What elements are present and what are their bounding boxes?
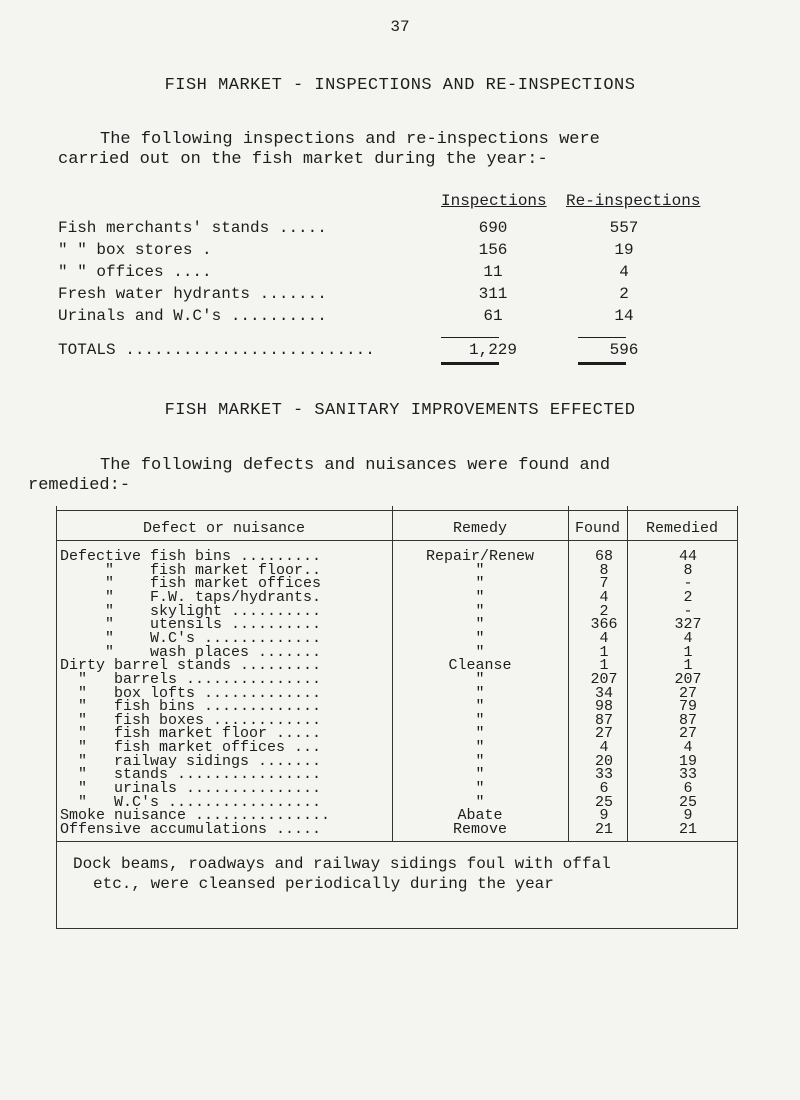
remedy-cell: " [475, 698, 485, 716]
found-cell: 4 [599, 739, 609, 757]
inspections-intro-line-1: The following inspections and re-inspections were [100, 130, 600, 149]
totals-double-rule-reinspections [578, 362, 626, 365]
inspection-row-label: " " box stores . [58, 241, 212, 259]
remedy-cell: Abate [457, 807, 503, 825]
defect-cell: " fish market floor.. [60, 561, 322, 579]
header-remedied: Remedied [645, 520, 718, 537]
defect-cell: " box lofts ............. [60, 684, 322, 702]
remedy-cell: " [475, 725, 485, 743]
found-cell: 207 [590, 670, 618, 688]
remedy-cell: " [475, 575, 485, 593]
remedied-cell: - [683, 575, 693, 593]
defect-cell: Defective fish bins ......... [60, 548, 322, 565]
defect-cell: " wash places ....... [60, 643, 322, 661]
remedied-cell: 27 [678, 684, 697, 702]
remedied-cell: 327 [674, 616, 702, 634]
defect-cell: " W.C's ................. [60, 793, 322, 811]
found-cell: 34 [594, 684, 613, 702]
remedy-cell: Repair/Renew [425, 548, 535, 565]
defect-cell: " fish market offices ... [60, 739, 322, 757]
inspection-row-inspections: 690 [478, 219, 508, 237]
remedy-cell: " [475, 588, 485, 606]
found-cell: 68 [594, 548, 613, 565]
inspections-intro-line-2: carried out on the fish market during the year:- [58, 150, 548, 169]
remedy-cell: " [475, 643, 485, 661]
found-cell: 6 [599, 780, 609, 798]
found-cell: 1 [599, 657, 609, 675]
inspection-row-reinspections: 557 [609, 219, 639, 237]
remedied-cell: 4 [683, 739, 693, 757]
defect-cell: " urinals ............... [60, 780, 322, 798]
remedy-cell: " [475, 684, 485, 702]
found-cell: 98 [594, 698, 613, 716]
section-title-inspections: FISH MARKET - INSPECTIONS AND RE-INSPECTIONS [164, 76, 636, 95]
remedy-cell: " [475, 739, 485, 757]
found-cell: 25 [594, 793, 613, 811]
found-cell: 1 [599, 643, 609, 661]
defect-cell: Offensive accumulations ..... [60, 821, 322, 838]
inspection-row-inspections: 311 [478, 285, 508, 303]
page-number: 37 [390, 18, 410, 36]
remedied-cell: 21 [678, 821, 697, 838]
remedy-cell: " [475, 711, 485, 729]
defect-cell: " W.C's ............. [60, 629, 322, 647]
remedy-cell: " [475, 670, 485, 688]
remedy-cell: " [475, 561, 485, 579]
remedy-cell: Cleanse [448, 657, 512, 675]
remedy-cell: " [475, 616, 485, 634]
totals-reinspections: 596 [609, 341, 639, 359]
defect-cell: Smoke nuisance ............... [60, 807, 331, 825]
remedied-cell: 207 [674, 670, 702, 688]
remedied-cell: 25 [678, 793, 697, 811]
defect-cell: " F.W. taps/hydrants. [60, 588, 322, 606]
found-cell: 9 [599, 807, 609, 825]
inspection-row-reinspections: 4 [619, 263, 629, 281]
sanitary-intro-line-1: The following defects and nuisances were found and [100, 456, 611, 475]
header-inspections: Inspections [441, 192, 547, 210]
inspection-row-label: Urinals and W.C's .......... [58, 307, 327, 325]
remedied-cell: 19 [678, 752, 697, 770]
remedied-cell: 6 [683, 780, 693, 798]
remedy-cell: Remove [452, 821, 507, 838]
defect-row [56, 821, 738, 839]
defect-cell: " utensils .......... [60, 616, 322, 634]
remedied-cell: 87 [678, 711, 697, 729]
totals-inspections: 1,229 [468, 341, 517, 359]
table-footnote [56, 854, 738, 894]
header-defect: Defect or nuisance [142, 520, 306, 537]
defect-cell: Dirty barrel stands ......... [60, 657, 322, 675]
totals-rule-reinspections [578, 337, 626, 338]
footnote-line-2: etc., were cleansed periodically during the year [93, 875, 554, 893]
inspection-row-label: Fish merchants' stands ..... [58, 219, 327, 237]
totals-label: TOTALS .......................... [58, 341, 375, 359]
found-cell: 4 [599, 629, 609, 647]
table-top-rule [56, 510, 738, 511]
totals-double-rule-inspections [441, 362, 499, 365]
table-body-rule [56, 841, 738, 842]
defect-cell: " railway sidings ....... [60, 752, 322, 770]
defect-cell: " fish market offices [60, 575, 322, 593]
defect-cell: " fish boxes ............ [60, 711, 322, 729]
defect-cell: " barrels ............... [60, 670, 322, 688]
header-reinspections: Re-inspections [566, 192, 701, 210]
inspection-row-reinspections: 2 [619, 285, 629, 303]
inspection-row-inspections: 156 [478, 241, 508, 259]
header-remedy: Remedy [452, 520, 507, 537]
inspection-row-inspections: 11 [483, 263, 503, 281]
found-cell: 27 [594, 725, 613, 743]
remedied-cell: 33 [678, 766, 697, 784]
found-cell: 20 [594, 752, 613, 770]
remedy-cell: " [475, 752, 485, 770]
section-title-sanitary: FISH MARKET - SANITARY IMPROVEMENTS EFFECTED [164, 401, 636, 420]
found-cell: 87 [594, 711, 613, 729]
inspection-row-label: Fresh water hydrants ....... [58, 285, 327, 303]
found-cell: 21 [594, 821, 613, 838]
remedied-cell: 27 [678, 725, 697, 743]
remedied-cell: 8 [683, 561, 693, 579]
found-cell: 4 [599, 588, 609, 606]
footnote-line-1: Dock beams, roadways and railway sidings foul with offal [73, 855, 611, 873]
defect-cell: " fish market floor ..... [60, 725, 322, 743]
defect-cell: " stands ................ [60, 766, 322, 784]
inspection-row-reinspections: 14 [614, 307, 634, 325]
defect-cell: " skylight .......... [60, 602, 322, 620]
inspections-totals-row [58, 341, 738, 365]
remedied-cell: 1 [683, 657, 693, 675]
defects-table [56, 506, 738, 930]
found-cell: 8 [599, 561, 609, 579]
remedy-cell: " [475, 793, 485, 811]
remedy-cell: " [475, 780, 485, 798]
remedied-cell: 79 [678, 698, 697, 716]
found-cell: 7 [599, 575, 609, 593]
inspection-row-label: " " offices .... [58, 263, 212, 281]
found-cell: 366 [590, 616, 618, 634]
remedied-cell: 44 [678, 548, 697, 565]
header-found: Found [574, 520, 620, 537]
sanitary-intro-line-2: remedied:- [28, 476, 131, 495]
found-cell: 33 [594, 766, 613, 784]
defect-cell: " fish bins ............. [60, 698, 322, 716]
table-bottom-rule [56, 928, 738, 929]
inspection-row-reinspections: 19 [614, 241, 634, 259]
remedied-cell: 9 [683, 807, 693, 825]
totals-rule-inspections [441, 337, 499, 338]
table-header-rule [56, 540, 738, 541]
remedied-cell: 4 [683, 629, 693, 647]
remedied-cell: 1 [683, 643, 693, 661]
remedy-cell: " [475, 602, 485, 620]
remedy-cell: " [475, 766, 485, 784]
remedied-cell: 2 [683, 588, 693, 606]
inspections-table [58, 192, 738, 325]
remedy-cell: " [475, 629, 485, 647]
inspection-row-inspections: 61 [483, 307, 503, 325]
found-cell: 2 [599, 602, 609, 620]
remedied-cell: - [683, 602, 693, 620]
